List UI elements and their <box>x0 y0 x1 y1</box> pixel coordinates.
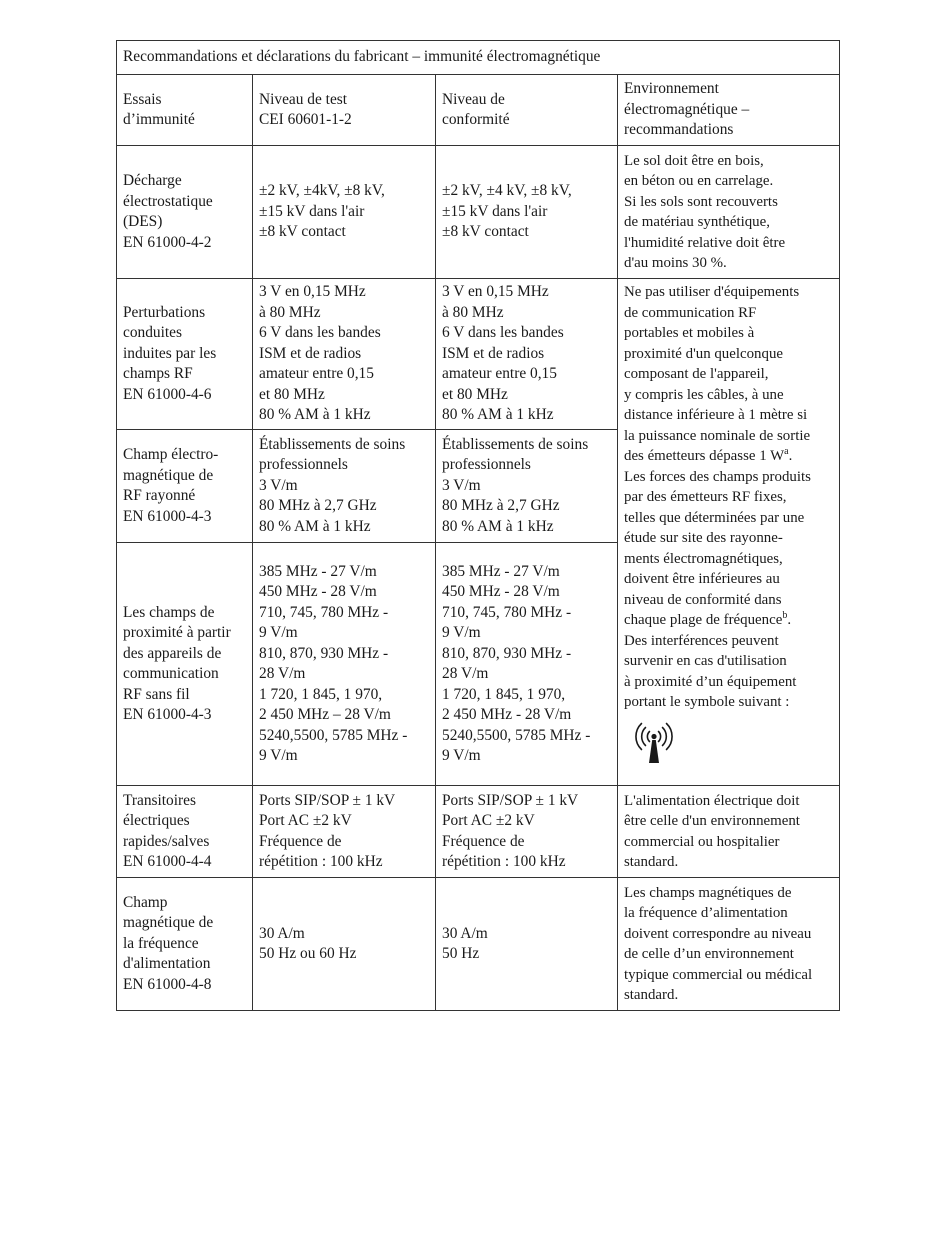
rf-power-line: des émetteurs dépasse 1 $W^a$. <box>624 446 793 464</box>
cell-line: 50 Hz ou 60 Hz <box>259 945 357 962</box>
cell-line: 810, 870, 930 MHz - <box>259 644 389 662</box>
cell-line: électriques <box>123 812 190 829</box>
header-test-level: Niveau de test CEI 60601-1-2 <box>253 75 436 146</box>
cell-line: ISM et de radios <box>442 344 545 362</box>
cell-line: Le sol doit être en bois, <box>624 152 764 169</box>
cell-line: composant de l'appareil, <box>624 366 769 382</box>
cell-line: Ne pas utiliser d'équipements <box>624 284 800 300</box>
cell-line: ISM et de radios <box>259 344 362 362</box>
cell-test <box>117 786 253 878</box>
cell-line: 80 % AM à 1 kHz <box>259 517 371 535</box>
cell-line: doivent correspondre au niveau <box>624 925 812 942</box>
cell-line: et 80 MHz <box>442 385 508 403</box>
cell-line: EN 61000-4-2 <box>123 233 212 251</box>
cell-line: 3 V/m <box>259 476 298 494</box>
cell-environment <box>618 786 840 878</box>
cell-line: Transitoires <box>123 791 196 809</box>
cell-line: ments électromagnétiques, <box>624 550 783 567</box>
cell-line: EN 61000-4-8 <box>123 975 212 993</box>
cell-line: l'humidité relative doit être <box>624 234 786 251</box>
cell-line: 9 V/m <box>259 624 298 641</box>
cell-line: 3 V/m <box>442 476 481 494</box>
cell-line: être celle d'un environnement <box>624 813 800 829</box>
cell-line: EN 61000-4-3 <box>123 706 212 723</box>
cell-line: 30 A/m <box>442 924 488 942</box>
cell-line: 1 720, 1 845, 1 970, <box>259 685 383 703</box>
cell-line: 1 720, 1 845, 1 970, <box>442 685 566 703</box>
cell-level <box>253 543 436 786</box>
cell-line: la fréquence <box>123 934 199 952</box>
cell-line: ±15 kV dans l'air <box>442 202 548 220</box>
cell-line: niveau de conformité dans <box>624 591 782 608</box>
cell-line: survenir en cas d'utilisation <box>624 653 787 669</box>
cell-line: conduites <box>123 324 182 342</box>
cell-line: Des interférences peuvent <box>624 632 779 649</box>
cell-line: 2 450 MHz – 28 V/m <box>259 706 391 723</box>
table-row <box>117 878 840 1011</box>
cell-line: 9 V/m <box>259 747 298 764</box>
cell-line: distance inférieure à 1 mètre si <box>624 407 808 423</box>
header-conformity: Niveau de conformité <box>436 75 618 146</box>
cell-line: 28 V/m <box>442 665 489 682</box>
cell-test <box>117 279 253 430</box>
cell-line: Ports SIP/SOP ± 1 kV <box>442 791 579 809</box>
cell-line: standard. <box>624 854 679 870</box>
cell-line: induites par les <box>123 344 217 362</box>
cell-line: Champ électro- <box>123 446 219 463</box>
cell-level <box>253 146 436 279</box>
header-environment: Environnement électromagnétique – recommandations <box>618 75 840 146</box>
cell-line: Fréquence de <box>259 832 342 850</box>
cell-line: 3 V en 0,15 MHz <box>442 283 549 301</box>
cell-line: des appareils de <box>123 644 222 662</box>
cell-line: 5240,5500, 5785 MHz - <box>442 726 591 744</box>
header-test: Essais d’immunité <box>117 75 253 146</box>
cell-line: 710, 745, 780 MHz - <box>259 603 389 621</box>
cell-line: à proximité d’un équipement <box>624 673 797 690</box>
title-row <box>117 41 840 75</box>
cell-line: ±8 kV contact <box>442 223 529 241</box>
cell-line: la fréquence d’alimentation <box>624 905 788 921</box>
cell-line: 710, 745, 780 MHz - <box>442 603 572 621</box>
cell-line: ±8 kV contact <box>259 223 346 241</box>
cell-line: magnétique de <box>123 914 214 932</box>
cell-line: ±2 kV, ±4 kV, ±8 kV, <box>442 182 572 200</box>
cell-line: Port AC ±2 kV <box>442 812 535 829</box>
cell-line: Les forces des champs produits <box>624 468 811 485</box>
cell-line: amateur entre 0,15 <box>442 365 557 383</box>
cell-level <box>253 786 436 878</box>
cell-environment <box>618 878 840 1011</box>
cell-conformity <box>436 146 618 279</box>
cell-line: Les champs magnétiques de <box>624 884 792 901</box>
cell-line: électrostatique <box>123 192 213 210</box>
cell-line: d'alimentation <box>123 955 211 973</box>
cell-line: Établissements de soins <box>442 435 589 453</box>
cell-line: portables et mobiles à <box>624 325 755 341</box>
cell-line: 3 V en 0,15 MHz <box>259 283 366 301</box>
cell-line: Les champs de <box>123 603 215 621</box>
cell-line: ±2 kV, ±4kV, ±8 kV, <box>259 182 385 200</box>
cell-line: 9 V/m <box>442 747 481 764</box>
cell-conformity <box>436 543 618 786</box>
cell-line: répétition : 100 kHz <box>259 853 383 870</box>
cell-line: y compris les câbles, à une <box>624 386 784 403</box>
cell-line: de matériau synthétique, <box>624 214 770 230</box>
cell-line: 9 V/m <box>442 624 481 641</box>
cell-conformity <box>436 878 618 1011</box>
cell-line: 810, 870, 930 MHz - <box>442 644 572 662</box>
cell-line: portant le symbole suivant : <box>624 694 790 710</box>
cell-line: L'alimentation électrique doit <box>624 792 800 809</box>
cell-line: 450 MHz - 28 V/m <box>259 583 377 600</box>
cell-line: EN 61000-4-6 <box>123 385 212 403</box>
cell-test <box>117 430 253 543</box>
cell-line: champs RF <box>123 365 193 383</box>
cell-line: étude sur site des rayonne- <box>624 530 783 546</box>
cell-line: Ports SIP/SOP ± 1 kV <box>259 791 396 809</box>
cell-line: 5240,5500, 5785 MHz - <box>259 726 408 744</box>
cell-line: de communication RF <box>624 304 757 321</box>
cell-line: communication <box>123 665 219 682</box>
cell-line: 2 450 MHz - 28 V/m <box>442 706 572 723</box>
cell-line: EN 61000-4-3 <box>123 507 212 525</box>
cell-line: 6 V dans les bandes <box>442 324 564 342</box>
cell-environment <box>618 146 840 279</box>
cell-line: professionnels <box>442 456 531 474</box>
cell-line: la puissance nominale de sortie <box>624 427 811 444</box>
cell-conformity <box>436 786 618 878</box>
cell-line: Décharge <box>123 172 182 189</box>
cell-environment-rf <box>618 279 840 786</box>
cell-test <box>117 146 253 279</box>
cell-line: rapides/salves <box>123 832 210 850</box>
cell-line: RF sans fil <box>123 685 190 703</box>
cell-level <box>253 279 436 430</box>
table-row <box>117 146 840 279</box>
cell-line: typique commercial ou médical <box>624 966 813 983</box>
cell-line: par des émetteurs RF fixes, <box>624 489 787 505</box>
cell-line: Si les sols sont recouverts <box>624 193 778 210</box>
cell-line: 6 V dans les bandes <box>259 324 381 342</box>
cell-line: 80 MHz à 2,7 GHz <box>259 497 377 515</box>
cell-line: Perturbations <box>123 303 206 321</box>
cell-line: 80 MHz à 2,7 GHz <box>442 497 560 515</box>
cell-line: Établissements de soins <box>259 435 406 453</box>
non-ionizing-radiation-icon <box>630 721 678 765</box>
cell-line: telles que déterminées par une <box>624 509 805 526</box>
cell-line: en béton ou en carrelage. <box>624 173 774 189</box>
cell-test <box>117 878 253 1011</box>
cell-line: doivent être inférieures au <box>624 571 780 587</box>
cell-line: d'au moins 30 %. <box>624 255 727 271</box>
table-title: Recommandations et déclarations du fabricant – immunité électromagnétique <box>117 41 840 75</box>
cell-test <box>117 543 253 786</box>
cell-line: Fréquence de <box>442 832 525 850</box>
cell-line: à 80 MHz <box>442 303 504 321</box>
cell-line: RF rayonné <box>123 487 196 504</box>
cell-line: 80 % AM à 1 kHz <box>442 406 554 424</box>
table-row <box>117 279 840 430</box>
table-row <box>117 786 840 878</box>
header-row <box>117 75 840 146</box>
cell-line: répétition : 100 kHz <box>442 853 566 870</box>
emc-immunity-table <box>116 40 840 1011</box>
cell-line: proximité à partir <box>123 624 231 641</box>
rf-frequency-line: chaque plage de fréquence$^b$. <box>624 610 792 628</box>
cell-line: 385 MHz - 27 V/m <box>442 562 560 580</box>
cell-line: professionnels <box>259 456 348 474</box>
cell-line: (DES) <box>123 213 163 230</box>
cell-line: et 80 MHz <box>259 385 325 403</box>
cell-line: proximité d'un quelconque <box>624 345 783 362</box>
cell-line: 80 % AM à 1 kHz <box>442 517 554 535</box>
cell-line: standard. <box>624 987 679 1003</box>
cell-conformity <box>436 430 618 543</box>
cell-line: 50 Hz <box>442 945 480 962</box>
cell-line: Port AC ±2 kV <box>259 812 352 829</box>
cell-line: ±15 kV dans l'air <box>259 202 365 220</box>
cell-line: magnétique de <box>123 466 214 484</box>
cell-conformity <box>436 279 618 430</box>
cell-line: à 80 MHz <box>259 303 321 321</box>
cell-line: amateur entre 0,15 <box>259 365 374 383</box>
cell-line: 28 V/m <box>259 665 306 682</box>
cell-line: 80 % AM à 1 kHz <box>259 406 371 424</box>
cell-line: Champ <box>123 893 168 911</box>
cell-line: 30 A/m <box>259 924 305 942</box>
cell-line: commercial ou hospitalier <box>624 833 780 850</box>
cell-line: 450 MHz - 28 V/m <box>442 583 560 600</box>
cell-line: EN 61000-4-4 <box>123 853 212 870</box>
cell-line: 385 MHz - 27 V/m <box>259 562 377 580</box>
cell-level <box>253 878 436 1011</box>
cell-level <box>253 430 436 543</box>
cell-line: de celle d’un environnement <box>624 946 794 962</box>
